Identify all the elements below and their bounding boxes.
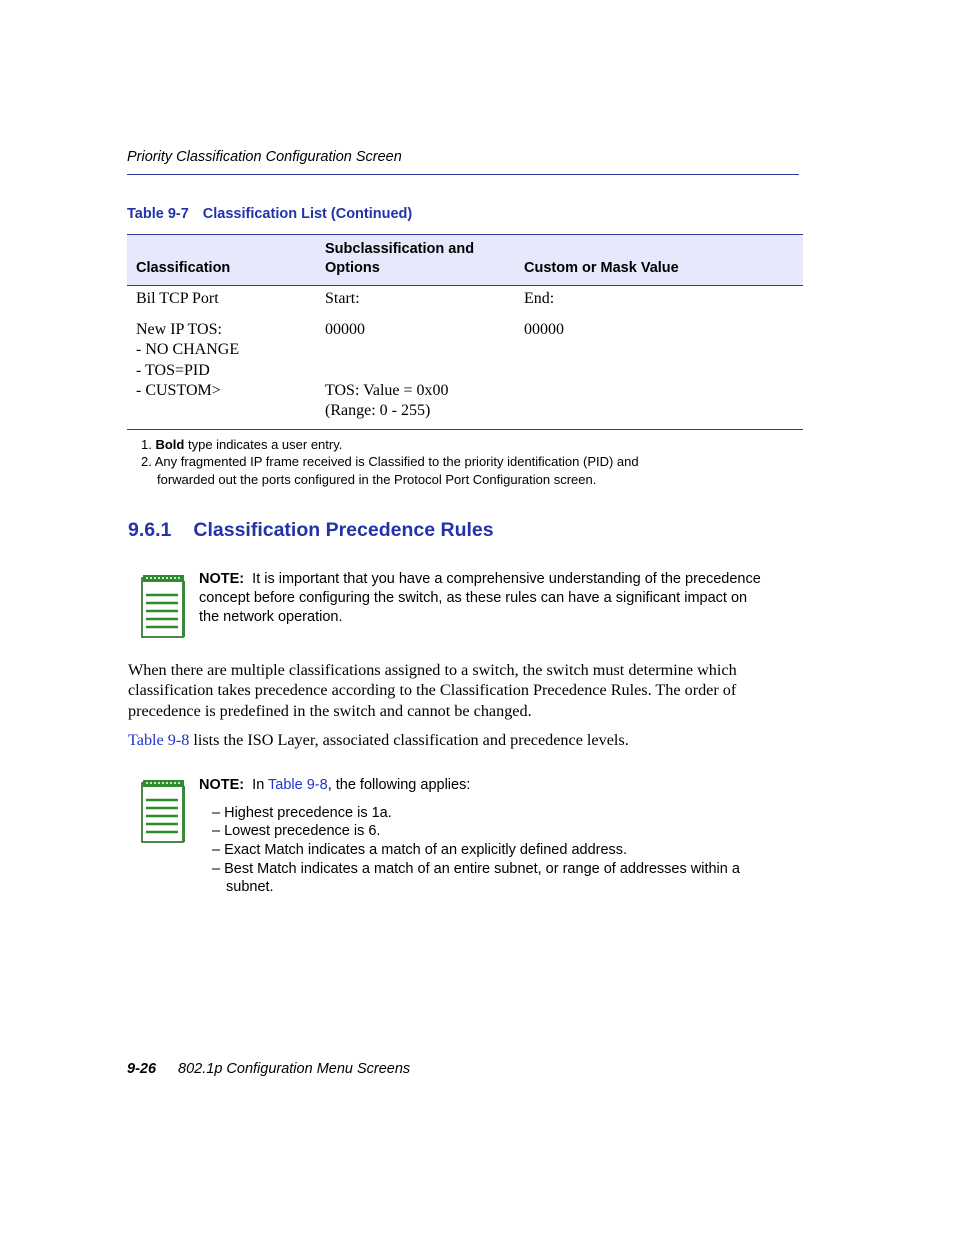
row1-classification: Bil TCP Port: [136, 290, 219, 307]
header-custom-value: Custom or Mask Value: [524, 260, 679, 276]
table-9-8-link[interactable]: Table 9-8: [268, 777, 328, 793]
list-item: – Highest precedence is 1a.: [212, 805, 392, 821]
page-footer: [127, 1061, 410, 1077]
list-item: – Lowest precedence is 6.: [212, 823, 381, 839]
row2-classification: New IP TOS: - NO CHANGE - TOS=PID - CUSTOM>: [136, 321, 240, 399]
row2-options: 00000 TOS: Value = 0x00 (Range: 0 - 255): [325, 321, 449, 420]
row2-value: 00000: [524, 321, 564, 338]
note1-line1: [199, 570, 761, 589]
row1-value: End:: [524, 290, 555, 307]
paragraph2: [128, 730, 629, 751]
footnote-2: [141, 453, 639, 471]
footnote-1-number: 1.: [141, 437, 152, 452]
note1-text1: It is important that you have a comprehensive understanding of the precedence: [252, 571, 761, 587]
list-item: – Best Match indicates a match of an entire subnet, or range of addresses within a: [212, 861, 740, 877]
classification-table: [127, 234, 803, 430]
footnote-2-line2: forwarded out the ports configured in the Protocol Port Configuration screen.: [157, 472, 597, 487]
footnote-2-line1: Any fragmented IP frame received is Classified to the priority identification (PID) and: [154, 454, 639, 469]
paragraph-line2: classification takes precedence according to the Classification Precedence Rules. The order of: [128, 681, 737, 699]
paragraph2-text: lists the ISO Layer, associated classification and precedence levels.: [189, 731, 629, 749]
list-item-continuation: subnet.: [226, 879, 274, 895]
paragraph-line1: When there are multiple classifications assigned to a switch, the switch must determine which: [128, 661, 737, 679]
header-classification: Classification: [136, 260, 231, 276]
page-number: 9-26: [127, 1061, 157, 1077]
table-bottom-rule: [127, 429, 803, 430]
notepad-icon: [140, 778, 186, 844]
note2-label: NOTE:: [199, 777, 245, 793]
table-caption-number: Table 9-7: [127, 206, 189, 222]
table-caption-title: Classification List (Continued): [202, 206, 413, 222]
note1-line3: the network operation.: [199, 609, 343, 625]
footnote-1-bold: Bold: [155, 437, 185, 452]
section-title: Classification Precedence Rules: [193, 519, 494, 541]
paragraph-line3: precedence is predefined in the switch and cannot be changed.: [128, 702, 532, 720]
note2-line1: [199, 776, 470, 795]
table-9-8-link[interactable]: Table 9-8: [128, 731, 190, 749]
footnote-1-text: type indicates a user entry.: [184, 437, 343, 452]
footnote-2-number: 2.: [141, 454, 152, 469]
header-subclassification-line2: Options: [325, 260, 380, 276]
note2-suffix: , the following applies:: [327, 777, 471, 793]
note1-line2: concept before configuring the switch, as these rules can have a significant impact on: [199, 590, 748, 606]
footnote-1: [141, 436, 342, 454]
note1-label: NOTE:: [199, 571, 245, 587]
header-subclassification-line1: Subclassification and: [325, 241, 475, 257]
list-item: – Exact Match indicates a match of an explicitly defined address.: [212, 842, 628, 858]
section-number: 9.6.1: [128, 519, 172, 541]
section-heading: [128, 519, 494, 542]
table-header-row: [127, 234, 803, 286]
note2-prefix: In: [252, 777, 269, 793]
header-rule: [127, 174, 799, 175]
notepad-icon: [140, 573, 186, 639]
row1-options: Start:: [325, 290, 360, 307]
table-caption: [127, 206, 412, 222]
running-header: Priority Classification Configuration Screen: [127, 149, 402, 165]
chapter-title: 802.1p Configuration Menu Screens: [178, 1061, 411, 1077]
header-subclassification: [325, 240, 474, 278]
